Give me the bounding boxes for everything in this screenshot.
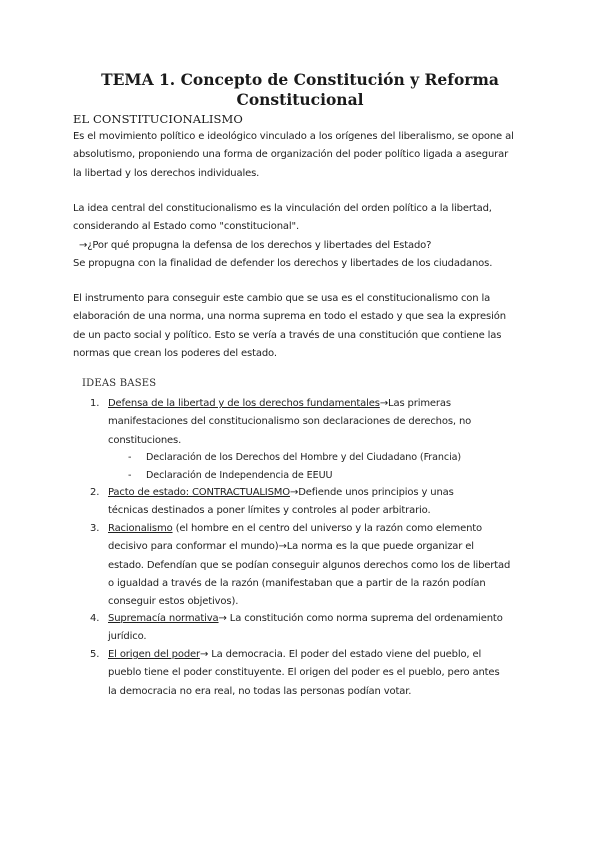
- idea-term: Racionalismo: [108, 523, 173, 534]
- ideas-heading: IDEAS BASES: [82, 378, 157, 389]
- title-line-1: TEMA 1. Concepto de Constitución y Reforma: [101, 70, 499, 89]
- title-line-2: Constitucional: [236, 90, 364, 109]
- paragraph-definition: Es el movimiento político e ideológico vinculado a los orígenes del liberalismo, se opone al absolutismo, proponiendo una forma de organización del poder político ligada a asegurar la libertad y los derechos individuales.: [73, 131, 514, 179]
- idea-term: Supremacía normativa: [108, 613, 219, 624]
- page-title: [60, 70, 540, 110]
- paragraph-central-idea: La idea central del constitucionalismo es la vinculación del orden político a la libertad, considerando al Estado como "constitucional". →¿Por qué propugna la defensa de los derechos y libertades del Estado? Se propugna con la finalidad de defender los derechos y libertades de los ciudadanos.: [73, 203, 493, 269]
- paragraph-instrument: El instrumento para conseguir este cambio que se usa es el constitucionalismo con la elaboración de una norma, una norma suprema en todo el estado y que sea la expresión de un pacto social y político. Esto se vería a través de una constitución que contiene las normas que crean los poderes del estado.: [73, 293, 506, 359]
- idea-term: El origen del poder: [108, 649, 200, 660]
- document-page: TEMA 1. Concepto de Constitución y Reforma Constitucional EL CONSTITUCIONALISMO Es el movimiento político e ideológico vinculado a los orígenes del liberalismo, se opone al absolutismo, proponiendo una forma de organización del poder político ligada a asegurar la libertad y los derechos individuales. La idea central del constitucionalismo es la vinculación del orden político a la libertad, considerando al Estado como "constitucional". →¿Por qué propugna la defensa de los derechos y libertades del Estado? Se propugna con la finalidad de defender los derechos y libertades de los ciudadanos. El instrumento para conseguir este cambio que se usa es el constitucionalismo con la elaboración de una norma, una norma suprema en todo el estado y que sea la expresión de un pacto social y político. Esto se vería a través de una constitución que contiene las normas que crean los poderes del estado. IDEAS BASES 1. Defensa de la libertad y de los derechos fundamentales→Las primeras manifestaciones del constitucionalismo son declaraciones de derechos, no constituciones. - Declaración de los Derechos del Hombre y del Ciudadano (Francia) - Declaración de Independencia de EEUU 2. Pacto de estado: CONTRACTUALISMO→Defiende unos principios y unas técnicas destinados a poner límites y controles al poder arbitrario. 3. Racionalismo (el hombre en el centro del universo y la razón como elemento decisivo para conformar el mundo)→La norma es la que puede organizar el estado. Defendían que se podían conseguir algunos derechos como los de libertad o igualdad a través de la razón (manifestaban que a partir de la razón podían conseguir estos objetivos). 4. Supremacía normativa→ La constitución como norma suprema del ordenamiento jurídico. 5. El origen del poder→ La democracia. El poder del estado viene del pueblo, el pueblo tiene el poder constituyente. El origen del poder es el pueblo, pero antes la democracia no era real, no todas las personas podían votar.: [0, 0, 600, 848]
- idea-term: Defensa de la libertad y de los derechos fundamentales: [108, 398, 380, 409]
- idea-term: Pacto de estado: CONTRACTUALISMO: [108, 487, 290, 498]
- section-heading: EL CONSTITUCIONALISMO: [73, 112, 243, 126]
